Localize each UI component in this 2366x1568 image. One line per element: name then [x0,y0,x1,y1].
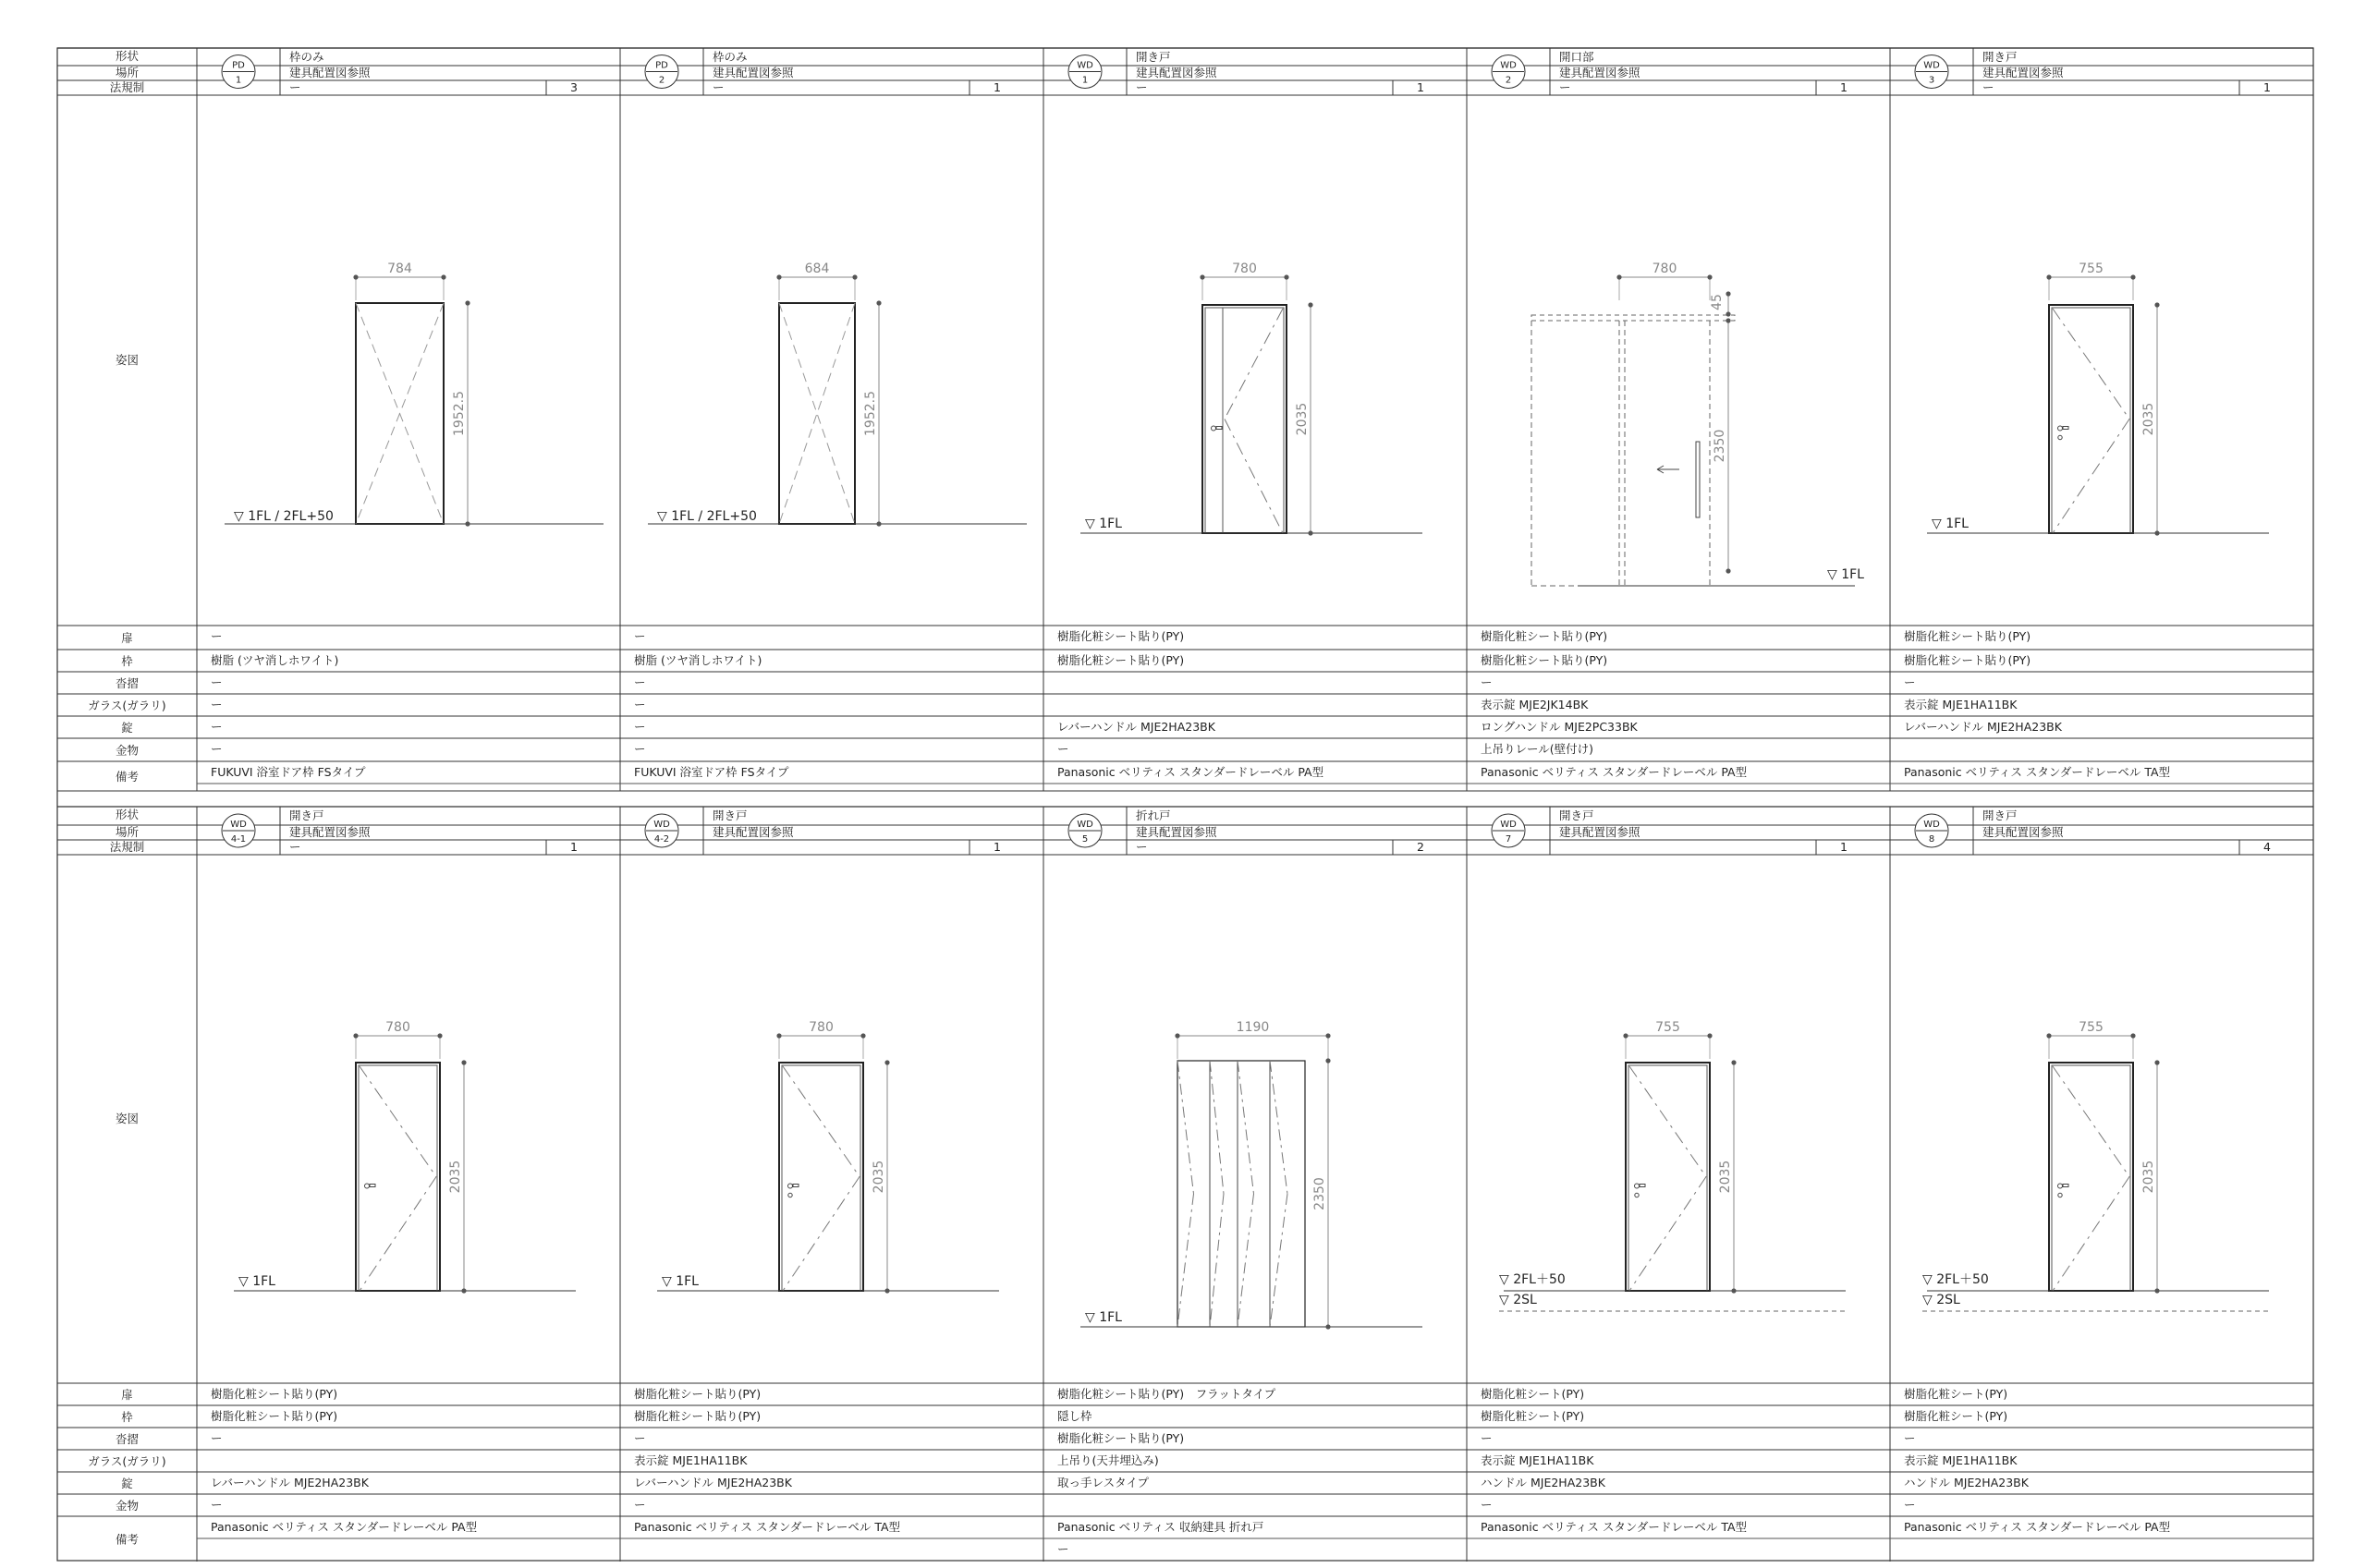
dimension-dot [1200,274,1204,279]
door-count: 1 [1840,80,1848,94]
swing-mark [1177,1061,1194,1194]
dimension-dot [1325,1058,1330,1063]
swing-mark [1177,1194,1194,1327]
row-label-leaf: 扉 [121,631,133,645]
door-location: 建具配置図参照 [1559,66,1640,79]
spec-glass: 表示錠 MJE2JK14BK [1481,698,1589,711]
spec-stop: ー [211,675,223,689]
dimension-dot [2046,274,2051,279]
swing-mark [2053,419,2129,534]
door-count: 1 [1417,80,1424,94]
door-count: 1 [570,840,578,854]
spec-hardware: 上吊りレール(壁付け) [1481,742,1594,756]
dimension-dot [2130,1033,2135,1038]
door-law: ー [1982,80,1994,94]
height-dimension-label: 2035 [2141,402,2156,436]
door-law: ー [1136,80,1148,94]
row-label-hardware: 金物 [115,1499,140,1513]
swing-mark [783,1066,860,1177]
dimension-dot [1616,274,1621,279]
door-location: 建具配置図参照 [1136,66,1217,79]
door-law: ー [1559,80,1571,94]
door-location: 建具配置図参照 [1982,825,2064,839]
row-label-law: 法規制 [109,80,145,94]
spec-lock: 取っ手レスタイプ [1057,1476,1150,1489]
dimension-dot [461,1288,466,1293]
door-shape: 折れ戸 [1136,808,1171,822]
spec-glass: ー [211,698,223,711]
spec-hardware: ー [1904,1498,1916,1512]
row-label-frame: 枠 [121,654,133,668]
dimension-dot [461,1060,466,1064]
dimension-dot [465,300,470,305]
spec-frame: 樹脂 (ツヤ消しホワイト) [211,653,339,667]
width-dimension-label: 784 [387,261,412,276]
door-tag-type: PD [655,60,668,71]
spec-frame: 樹脂化粧シート貼り(PY) [211,1409,338,1423]
door-frame [2049,305,2133,533]
spec-stop: ー [1904,675,1916,689]
row-label-remarks: 備考 [115,1532,140,1547]
door-tag-number: 4-2 [653,834,670,845]
spec-hardware: ー [211,742,223,756]
door-count: 2 [1417,840,1424,854]
swing-mark [2053,1177,2129,1292]
dimension-dot [437,1033,442,1038]
elevation-drawing [1531,261,1864,586]
dimension-dot [1707,274,1712,279]
door-leaf [782,1065,860,1291]
door-tag-number: 4-1 [230,834,247,845]
height-dimension-label: 1952.5 [863,391,878,436]
floor-level-label: ▽ 1FL [1827,567,1864,582]
width-dimension-label: 780 [1232,261,1257,276]
row-label-elevation: 姿図 [115,1112,140,1125]
schedule-block-1 [57,48,2313,791]
door-leaf [359,1065,437,1291]
swing-mark [360,1177,436,1292]
floor-level-label: ▽ 1FL [1932,517,1969,531]
row-label-hardware: 金物 [115,743,140,758]
dimension-dot [852,274,857,279]
door-tag-type: WD [1500,820,1517,830]
lever-handle [793,1185,799,1187]
lever-handle [365,1184,370,1188]
door-column-wd-4-1 [197,807,620,1538]
spec-lock: ー [634,720,646,734]
width-dimension-label: 755 [1655,1020,1680,1035]
door-location: 建具配置図参照 [289,66,371,79]
spec-stop: ー [634,1431,646,1445]
spec-leaf: 樹脂化粧シート貼り(PY) フラットタイプ [1057,1387,1276,1401]
spec-lock: ー [211,720,223,734]
spec-leaf: 樹脂化粧シート(PY) [1481,1387,1585,1401]
lever-handle [2058,426,2063,431]
spec-frame: 樹脂化粧シート貼り(PY) [1481,653,1608,667]
swing-mark [1270,1194,1287,1327]
dimension-dot [860,1033,865,1038]
indicator-lock [2058,435,2062,439]
spec-stop: ー [634,675,646,689]
door-tag-type: WD [1923,820,1940,830]
floor-level-label: ▽ 1FL [238,1274,275,1289]
door-shape: 開口部 [1559,50,1594,64]
indicator-lock [788,1193,792,1197]
spec-frame: 樹脂化粧シート貼り(PY) [1057,653,1185,667]
swing-mark [1210,1061,1224,1194]
door-leaf [1628,1065,1707,1291]
elevation-drawing [1922,1020,2269,1311]
lever-handle [1640,1185,1645,1187]
door-frame [779,1063,863,1291]
row-label-leaf: 扉 [121,1388,133,1402]
dimension-dot [1623,1033,1628,1038]
door-leaf [2052,308,2130,533]
spec-leaf: 樹脂化粧シート貼り(PY) [211,1387,338,1401]
swing-mark [1629,1177,1706,1292]
lever-handle [1216,427,1222,430]
door-column-wd-8 [1890,807,2313,1538]
spec-leaf: 樹脂化粧シート貼り(PY) [634,1387,762,1401]
door-leaf [2052,1065,2130,1291]
dimension-dot [776,274,781,279]
door-shape: 枠のみ [713,50,748,64]
row-label-elevation: 姿図 [115,353,140,367]
dimension-dot [884,1288,889,1293]
height-dimension-label: 2035 [1718,1160,1733,1194]
row-label-glass: ガラス(ガラリ) [88,699,166,712]
spec-remarks: Panasonic ベリティス スタンダードレーベル PA型 [1057,765,1324,779]
door-law: ー [289,840,301,854]
door-tag-number: 3 [1928,75,1935,86]
swing-mark [1210,1194,1224,1327]
width-dimension-label: 684 [804,261,830,276]
spec-stop: ー [1481,675,1493,689]
row-label-shape: 形状 [115,808,140,821]
door-column-wd-3 [1890,48,2313,784]
door-column-pd-2 [620,48,1043,784]
width-dimension-label: 780 [809,1020,834,1035]
door-location: 建具配置図参照 [289,825,371,839]
dimension-dot [1726,568,1730,573]
width-dimension-label: 755 [2079,261,2104,276]
door-tag-number: 1 [235,75,242,86]
slab-level-label: ▽ 2SL [1922,1293,1960,1307]
spec-stop: ー [1481,1431,1493,1445]
lever-handle [1635,1184,1640,1188]
dimension-dot [2130,274,2135,279]
height-dimension-label: 2035 [1295,402,1310,436]
dimension-dot [876,521,881,526]
spec-frame: 樹脂 (ツヤ消しホワイト) [634,653,762,667]
swing-mark [1225,309,1283,419]
door-shape: 開き戸 [1136,50,1171,64]
dimension-dot [1308,302,1312,307]
spec-frame: 樹脂化粧シート貼り(PY) [634,1409,762,1423]
row-label-frame: 枠 [121,1410,133,1424]
floor-level-label: ▽ 1FL [662,1274,699,1289]
dimension-dot [1325,1033,1330,1038]
spec-lock: レバーハンドル MJE2HA23BK [211,1476,369,1489]
spec-remarks: FUKUVI 浴室ドア枠 FSタイプ [634,765,789,779]
spec-stop: ー [1904,1431,1916,1445]
spec-frame: 隠し枠 [1057,1409,1092,1423]
height-dimension-label: 2350 [1312,1177,1327,1210]
indicator-lock [2058,1193,2062,1197]
row-label-location: 場所 [115,66,140,79]
lever-handle [2058,1184,2063,1188]
dimension-dot [1726,291,1730,296]
dimension-dot [2046,1033,2051,1038]
door-shape: 開き戸 [1982,808,2018,822]
swing-mark [1238,1194,1254,1327]
door-tag-type: WD [1077,820,1093,830]
width-dimension-label: 1190 [1236,1020,1270,1035]
elevation-drawing [648,261,1027,527]
height-dimension-label: 2350 [1713,429,1727,463]
spec-lock: ハンドル MJE2HA23BK [1904,1476,2029,1489]
width-dimension-label: 755 [2079,1020,2104,1035]
floor-level-label: ▽ 1FL [1085,1310,1122,1325]
dimension-dot [353,1033,358,1038]
dimension-dot [776,1033,781,1038]
spec-stop: 樹脂化粧シート貼り(PY) [1057,1431,1185,1445]
door-shape: 開き戸 [713,808,748,822]
door-shape: 開き戸 [1982,50,2018,64]
spec-glass: ー [634,698,646,711]
spec-remarks: Panasonic ベリティス スタンダードレーベル PA型 [211,1520,478,1534]
spec-glass: 表示錠 MJE1HA11BK [1904,1453,2018,1467]
door-column-wd-2 [1467,48,1890,784]
indicator-lock [1635,1193,1639,1197]
lever-handle [788,1184,793,1188]
door-tag-type: WD [1077,60,1093,71]
elevation-drawing [225,261,604,527]
spec-remarks: Panasonic ベリティス スタンダードレーベル PA型 [1904,1520,2171,1534]
door-shape: 開き戸 [1559,808,1594,822]
swing-mark [2053,309,2129,419]
door-count: 1 [1840,840,1848,854]
dimension-dot [353,274,358,279]
row-label-lock: 錠 [121,1477,133,1490]
spec-remarks: Panasonic ベリティス スタンダードレーベル PA型 [1481,765,1748,779]
door-location: 建具配置図参照 [713,66,794,79]
spec-remarks: Panasonic ベリティス スタンダードレーベル TA型 [634,1520,901,1534]
floor-level-label: ▽ 1FL / 2FL+50 [657,509,757,524]
row-label-location: 場所 [115,825,140,839]
door-leaf [1205,308,1284,533]
door-location: 建具配置図参照 [713,825,794,839]
floor-level-label: ▽ 2FL＋50 [1922,1272,1989,1287]
door-tag-type: WD [230,820,247,830]
door-column-wd-1 [1043,48,1467,784]
schedule-block-2 [57,807,2313,1562]
spec-lock: ハンドル MJE2HA23BK [1481,1476,1605,1489]
floor-level-label: ▽ 1FL / 2FL+50 [234,509,334,524]
spec-lock: レバーハンドル MJE2HA23BK [1057,720,1215,734]
elevation-drawing [1080,1020,1422,1330]
row-label-lock: 錠 [121,721,133,735]
lever-handle [1212,426,1216,431]
dimension-dot [1731,1060,1736,1064]
spec-lock: レバーハンドル MJE2HA23BK [634,1476,792,1489]
spec-hardware: ー [1057,742,1069,756]
door-location: 建具配置図参照 [1982,66,2064,79]
door-tag-number: 8 [1928,834,1935,845]
height-dimension-label: 2035 [2141,1160,2156,1194]
spec-leaf: ー [211,629,223,643]
spec-lock: ロングハンドル MJE2PC33BK [1481,720,1638,734]
spec-remarks: Panasonic ベリティス スタンダードレーベル TA型 [1481,1520,1748,1534]
door-law: ー [713,80,725,94]
elevation-drawing [1499,1020,1846,1311]
door-law: ー [289,80,301,94]
door-tag-number: 2 [658,75,665,86]
spec-hardware: ー [634,742,646,756]
slide-arrow-head [1657,466,1664,469]
dimension-dot [1284,274,1288,279]
door-tag-number: 5 [1081,834,1089,845]
door-column-wd-5 [1043,807,1467,1556]
door-column-pd-1 [197,48,620,784]
row-label-stop: 沓摺 [115,1432,140,1446]
spec-leaf: 樹脂化粧シート貼り(PY) [1481,629,1608,643]
spec-glass: 表示錠 MJE1HA11BK [1904,698,2018,711]
swing-mark [783,1177,860,1292]
door-count: 1 [994,80,1001,94]
door-tag-type: WD [1500,60,1517,71]
dimension-dot [2154,1288,2159,1293]
swing-mark [1225,419,1283,534]
height-dimension-label: 2035 [448,1160,463,1194]
spec-leaf: 樹脂化粧シート貼り(PY) [1904,629,2031,643]
lever-handle [2063,427,2068,430]
slab-level-label: ▽ 2SL [1499,1293,1537,1307]
spec-hardware: ー [1481,1498,1493,1512]
spec-glass: 上吊り(天井埋込み) [1057,1453,1159,1467]
height-dimension-label: 2035 [872,1160,886,1194]
spec-frame: 樹脂化粧シート貼り(PY) [1904,653,2031,667]
door-tag-number: 1 [1081,75,1089,86]
door-tag-number: 2 [1505,75,1512,86]
dimension-dot [1731,1288,1736,1293]
swing-mark [360,1066,436,1177]
spec-stop: ー [211,1431,223,1445]
door-law: ー [1136,840,1148,854]
spec-glass: 表示錠 MJE1HA11BK [1481,1453,1594,1467]
height-dimension-label: 1952.5 [452,391,467,436]
door-frame [2049,1063,2133,1291]
dimension-dot [441,274,445,279]
dimension-dot [2154,530,2159,535]
door-tag-type: WD [1923,60,1940,71]
spec-lock: レバーハンドル MJE2HA23BK [1904,720,2062,734]
dimension-dot [1726,311,1730,316]
spec-hardware: ー [634,1498,646,1512]
dimension-dot [884,1060,889,1064]
dimension-dot [2154,302,2159,307]
elevation-drawing [234,1020,576,1294]
elevation-drawing [1927,261,2269,536]
spec-leaf: 樹脂化粧シート貼り(PY) [1057,629,1185,643]
spec-hardware: ー [211,1498,223,1512]
spec-frame: 樹脂化粧シート(PY) [1904,1409,2008,1423]
row-label-law: 法規制 [109,840,145,854]
door-shape: 枠のみ [289,50,324,64]
row-label-stop: 沓摺 [115,676,140,690]
elevation-drawing [657,1020,999,1294]
dimension-dot [876,300,881,305]
door-count: 1 [994,840,1001,854]
door-tag-number: 7 [1505,834,1512,845]
row-label-glass: ガラス(ガラリ) [88,1454,166,1468]
long-handle [1696,442,1700,517]
spec-frame: 樹脂化粧シート(PY) [1481,1409,1585,1423]
door-count: 3 [570,80,578,94]
door-tag-type: WD [653,820,670,830]
lever-handle [2063,1185,2068,1187]
floor-level-label: ▽ 2FL＋50 [1499,1272,1566,1287]
door-column-wd-4-2 [620,807,1043,1538]
dimension-dot [2154,1060,2159,1064]
door-column-wd-7 [1467,807,1890,1538]
top-dimension-label: 45 [1710,294,1725,310]
folding-door-outline [1177,1061,1305,1327]
spec-remarks: FUKUVI 浴室ドア枠 FSタイプ [211,765,366,779]
dimension-dot [1707,1033,1712,1038]
door-count: 1 [2263,80,2271,94]
spec-leaf: ー [634,629,646,643]
dimension-dot [1325,1324,1330,1329]
row-label-remarks: 備考 [115,770,140,784]
dimension-dot [465,521,470,526]
door-location: 建具配置図参照 [1559,825,1640,839]
door-frame [1202,305,1287,533]
door-tag-type: PD [232,60,245,71]
width-dimension-label: 780 [385,1020,410,1035]
spec-remarks-extra: ー [1057,1542,1069,1556]
dimension-dot [1726,318,1730,322]
swing-mark [1238,1061,1254,1194]
door-frame [356,1063,440,1291]
dimension-dot [1308,530,1312,535]
swing-mark [2053,1066,2129,1177]
floor-level-label: ▽ 1FL [1085,517,1122,531]
swing-mark [1629,1066,1706,1177]
swing-mark [1270,1061,1287,1194]
door-shape: 開き戸 [289,808,324,822]
door-count: 4 [2263,840,2271,854]
width-dimension-label: 780 [1652,261,1677,276]
door-location: 建具配置図参照 [1136,825,1217,839]
lever-handle [370,1185,375,1187]
spec-remarks: Panasonic ベリティス 収納建具 折れ戸 [1057,1520,1264,1534]
elevation-drawing [1080,261,1422,536]
upper-rail [1531,315,1735,321]
spec-remarks: Panasonic ベリティス スタンダードレーベル TA型 [1904,765,2171,779]
dimension-dot [1175,1033,1179,1038]
slide-arrow-head [1657,469,1664,473]
door-frame [1626,1063,1710,1291]
spec-leaf: 樹脂化粧シート(PY) [1904,1387,2008,1401]
row-label-shape: 形状 [115,49,140,63]
spec-glass: 表示錠 MJE1HA11BK [634,1453,748,1467]
